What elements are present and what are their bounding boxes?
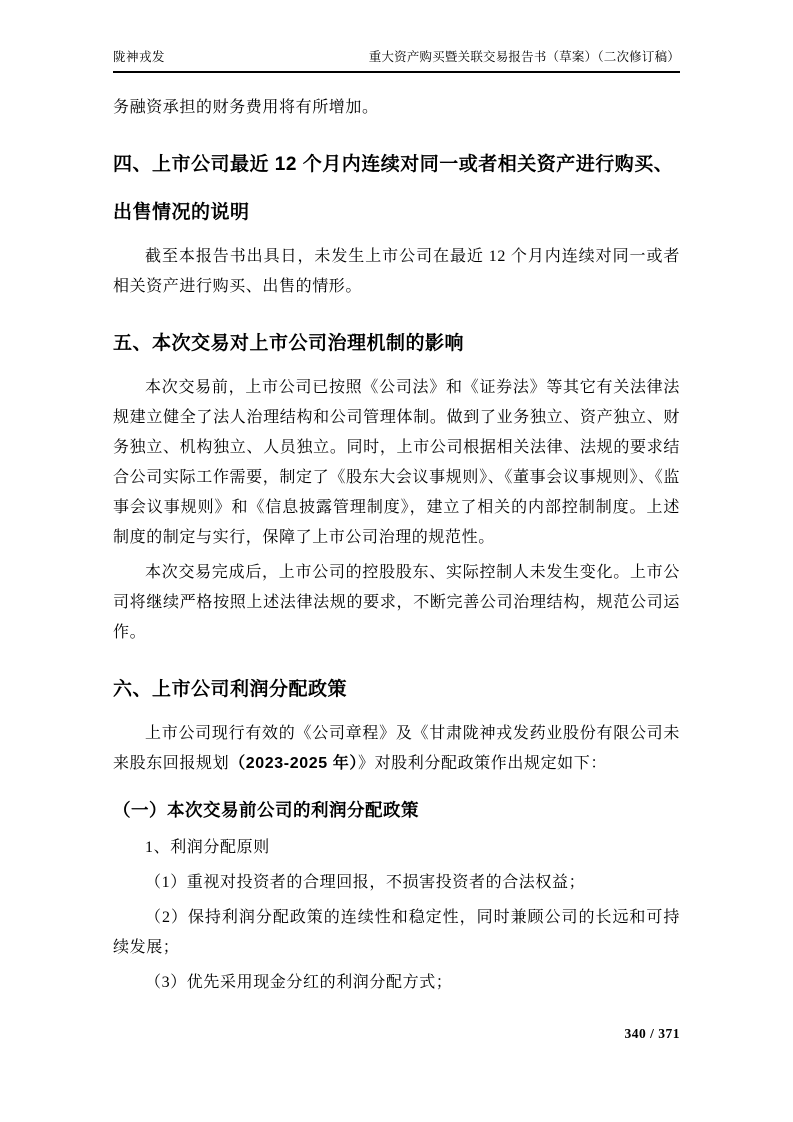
section4-heading: 四、上市公司最近 12 个月内连续对同一或者相关资产进行购买、出售情况的说明 — [113, 154, 674, 223]
list-item: （1）重视对投资者的合理回报，不损害投资者的合法权益； — [145, 874, 586, 891]
list-item: （3）优先采用现金分红的利润分配方式； — [145, 974, 453, 991]
header-company-name: 陇神戎发 — [113, 50, 166, 64]
subsection1-heading: （一）本次交易前公司的利润分配政策 — [113, 800, 419, 820]
section6-paragraph-text-tail: 》对股利分配政策作出规定如下： — [357, 755, 607, 772]
list-item-title: 1、利润分配原则 — [145, 839, 270, 856]
section6-paragraph-bold-range: （2023-2025 年） — [229, 755, 358, 772]
section5-paragraph-2: 本次交易完成后，上市公司的控股股东、实际控制人未发生变化。上市公司将继续严格按照上述法律法规的要求，不断完善公司治理结构，规范公司运作。 — [113, 564, 680, 641]
section5-paragraph-1: 本次交易前，上市公司已按照《公司法》和《证券法》等其它有关法律法规建立健全了法人治理结构和公司管理体制。做到了业务独立、资产独立、财务独立、机构独立、人员独立。同时，上市公司根据相关法律、法规的要求结合公司实际工作需要，制定了《股东大会议事规则》、《董事会议事规则》、《监事会议事规则》和《信息披露管理制度》，建立了相关的内部控制制度。上述制度的制定与实行，保障了上市公司治理的规范性。 — [113, 379, 680, 546]
page-number: 340 / 371 — [624, 1026, 680, 1041]
page-header — [113, 48, 680, 73]
document-body — [113, 73, 680, 998]
section6-heading: 六、上市公司利润分配政策 — [113, 679, 348, 700]
header-report-title: 重大资产购买暨关联交易报告书（草案）（二次修订稿） — [368, 50, 680, 64]
section6-paragraph-text: 上市公司现行有效的《公司章程》及《甘肃陇神戎发药业股份有限公司未来股东回报规划 — [113, 725, 680, 772]
section6-paragraph — [113, 719, 680, 779]
carryover-paragraph: 务融资承担的财务费用将有所增加。 — [113, 99, 379, 116]
section5-heading: 五、本次交易对上市公司治理机制的影响 — [113, 333, 465, 354]
list-item: （2）保持利润分配政策的连续性和稳定性，同时兼顾公司的长远和可持续发展； — [113, 909, 680, 956]
page-footer — [624, 1026, 680, 1042]
section4-paragraph: 截至本报告书出具日，未发生上市公司在最近 12 个月内连续对同一或者相关资产进行购买、出售的情形。 — [113, 248, 680, 295]
